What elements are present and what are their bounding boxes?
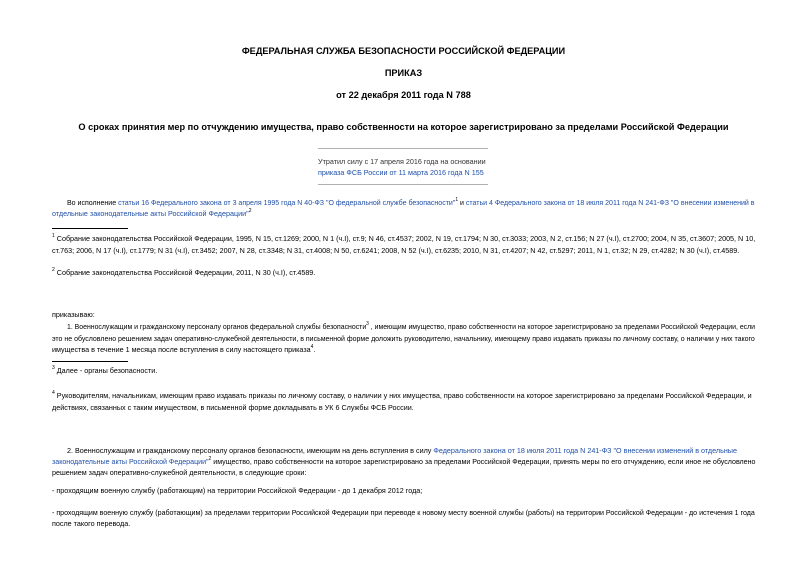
doc-date-number: от 22 декабря 2011 года N 788: [336, 90, 471, 100]
footnote-ref-2: 2: [248, 208, 252, 214]
order-p1-line2: это не обусловлено решением задач оперативно-служебной деятельности, в письменной форме доложить руководителю, начальнику, имеющему право издавать приказы по личному составу, о наличии у них такого: [52, 334, 755, 343]
order-intro: приказываю:: [52, 310, 95, 319]
doc-type: ПРИКАЗ: [384, 68, 423, 78]
law-link-241fz-cont[interactable]: отдельные законодательные акты Российской Федерации": [52, 209, 249, 218]
order-p2-item1: - проходящим военную службу (работающим) на территории Российской Федерации - до 1 декабря 2012 года;: [52, 486, 423, 495]
order-p2-line1: 2. Военнослужащим и гражданскому персоналу органов безопасности, имеющим на день вступления в силу Федерального закона от 18 июля 2011 года N 241-ФЗ "О внесении изменений в отдельные: [67, 446, 737, 455]
law-link-fsb[interactable]: статьи 16 Федерального закона от 3 апреля 1995 года N 40-ФЗ "О федеральной службе безопасности": [118, 198, 456, 207]
law-link-241fz-p2[interactable]: Федерального закона от 18 июля 2011 года N 241-ФЗ "О внесении изменений в отдельные: [433, 446, 737, 455]
law-link-241fz[interactable]: статьи 4 Федерального закона от 18 июля 2011 года N 241-ФЗ "О внесении изменений в: [465, 198, 755, 207]
preamble-line2: [52, 209, 251, 219]
footnote-4-cont: действиях, связанных с таким имуществом, в письменной форме докладывать в УК 6 Службы ФСБ России.: [52, 403, 414, 412]
footnote-separator-mid: [52, 361, 128, 362]
doc-title: О сроках принятия мер по отчуждению имущества, право собственности на которое зарегистрировано за пределами Российской Федерации: [78, 122, 729, 132]
footnote-1-cont: ст.763; 2006, N 17 (ч.I), ст.1779; N 31 (ч.I), ст.3452; 2007, N 28, ст.3348; N 31, ст.4008; N 50, ст.6241; 2008, N 52 (ч.I), ст.6235; 2010, N 31, ст.4207; N 42, ст.5297; 2011, N 1, ст.32; N 29, ст.4282; N 30 (ч.I), ст.4589.: [52, 246, 740, 255]
order-p1-line1: 1. Военнослужащим и гражданскому персоналу органов федеральной службы безопасности$^3$ , имеющим имущество, право собственности на которое зарегистрировано за пределами Российской Федерации, если: [67, 321, 756, 331]
footnote-ref-1: 1: [455, 197, 459, 203]
footnote-3: $^3$ Далее - органы безопасности.: [52, 365, 158, 375]
status-divider-top: [318, 148, 488, 149]
footnote-1: $^1$ Собрание законодательства Российской Федерации, 1995, N 15, ст.1269; 2000, N 1 (ч.I), ст.9; N 46, ст.4537; 2002, N 19, ст.1794; N 30, ст.3033; 2003, N 2, ст.156; N 27 (ч.I), ст.2700; 2004, N 35, ст.3607; 2005, N 10,: [52, 233, 756, 243]
footnote-4: $^4$ Руководителям, начальникам, имеющим право издавать приказы по личному составу, о наличии у них имущества, право собственности на которое зарегистрировано за пределами Российской Федерации, и: [52, 390, 752, 400]
status-note-text: Утратил силу с 17 апреля 2016 года на основании: [318, 157, 486, 166]
footnote-2: $^2$ Собрание законодательства Российской Федерации, 2011, N 30 (ч.I), ст.4589.: [52, 267, 316, 277]
status-note-link[interactable]: приказа ФСБ России от 11 марта 2016 года N 155: [318, 168, 484, 177]
footnote-separator-top: [52, 228, 128, 229]
status-divider-bottom: [318, 184, 488, 185]
footnote-ref-4: 4: [310, 344, 314, 350]
preamble-line1: Во исполнение статьи 16 Федерального закона от 3 апреля 1995 года N 40-ФЗ "О федеральной службе безопасности"$^1$ и статьи 4 Федерального закона от 18 июля 2011 года N 241-ФЗ "О внесении изменений в: [67, 197, 755, 207]
order-p1-line3: имущества в течение 1 месяца после вступления в силу настоящего приказа$^4$.: [52, 344, 316, 354]
law-link-241fz-p2-cont[interactable]: законодательные акты Российской Федерации": [52, 457, 209, 466]
agency-name: ФЕДЕРАЛЬНАЯ СЛУЖБА БЕЗОПАСНОСТИ РОССИЙСКОЙ ФЕДЕРАЦИИ: [241, 46, 566, 56]
order-p2-line3: решением задач оперативно-служебной деятельности, в следующие сроки:: [52, 468, 307, 477]
order-p2-item2-cont: после такого перевода.: [52, 519, 131, 528]
order-p2-line2: законодательные акты Российской Федерации"$^2$ имущество, право собственности на которое зарегистрировано за пределами Российской Федерации, принять меры по его отчуждению, если иное не обусловлено: [52, 456, 756, 466]
footnote-ref-3: 3: [366, 321, 369, 327]
order-p2-item2: - проходящим военную службу (работающим) за пределами территории Российской Федерации при переводе к новому месту военной службы (работы) на территории Российской Федерации - до истечения 1 года: [52, 508, 755, 517]
